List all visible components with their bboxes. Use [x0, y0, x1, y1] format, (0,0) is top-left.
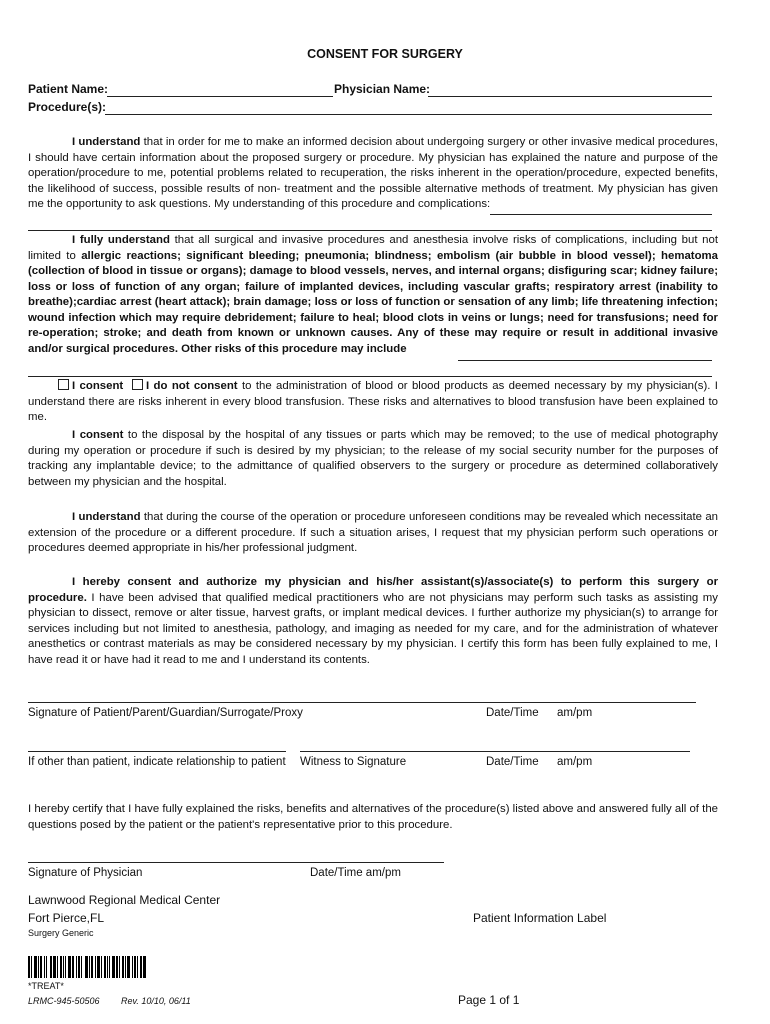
- physician-name-line[interactable]: [428, 96, 712, 97]
- risks-list: allergic reactions; significant bleeding; pneumonia; blindness; embolism (air bubble in blood vessel); hematoma (collection of blood in tissue or organs); damage to blood vessels, nerves, and internal organs; disfiguring scar; kidney failure; loss or loss of function of any organ; failure of implanted devices, including vascular grafts; respiratory arrest (inability to breathe);cardiac arrest (heart attack); brain damage; loss or loss of function or sensation of any limb; life threatening infection; wound infection which may require debridement; failure to heal; blood clots in veins or lungs; need for transfusions; need for re-operation; stroke; and death from known or unknown causes. Any of these may require or result in additional invasive and/or surgical procedures. Other risks of this procedure may include: [28, 249, 719, 355]
- understanding-line-2[interactable]: [28, 230, 712, 231]
- form-revision: Rev. 10/10, 06/11: [121, 996, 191, 1006]
- form-number: LRMC-945-50506: [28, 996, 100, 1006]
- other-risks-line-2[interactable]: [28, 376, 712, 377]
- authorize-paragraph: [28, 575, 718, 668]
- risks-paragraph: [28, 233, 718, 357]
- procedures-line[interactable]: [105, 114, 712, 115]
- physician-signature-line[interactable]: [28, 862, 444, 863]
- unforeseen-text: that during the course of the operation or procedure unforeseen conditions may be revealed which necessitate an extension of the procedure or a different procedure. If such a situation arises, I request that my physician perform such operations or procedures deemed appropriate in his/her professional judgment.: [28, 511, 718, 554]
- page-number: Page 1 of 1: [458, 993, 520, 1007]
- patient-name-label: Patient Name:: [28, 82, 109, 96]
- relationship-line[interactable]: [28, 751, 286, 752]
- unforeseen-lead: I understand: [72, 511, 141, 523]
- patient-signature-line[interactable]: [28, 702, 696, 703]
- witness-date-label: Date/Time: [486, 756, 539, 768]
- patient-ampm-label: am/pm: [557, 707, 593, 719]
- barcode-text: *TREAT*: [28, 981, 64, 991]
- blood-consent-text: to the administration of blood or blood products as deemed necessary by my physician(s). I understand there are risks inherent in every blood transfusion. These risks and alternatives to blood transfusion have been explained to me.: [28, 380, 718, 423]
- consent-label: I consent: [72, 380, 124, 392]
- witness-line[interactable]: [300, 751, 690, 752]
- witness-ampm-label: am/pm: [557, 756, 593, 768]
- physician-date-label: Date/Time am/pm: [310, 867, 401, 879]
- risks-text: that all surgical and invasive procedures and anesthesia involve risks of complications, including but not limited to: [28, 234, 718, 262]
- relationship-label: If other than patient, indicate relationship to patient: [28, 756, 286, 768]
- disposal-paragraph: [28, 428, 718, 490]
- patient-signature-label: Signature of Patient/Parent/Guardian/Surrogate/Proxy: [28, 707, 303, 719]
- understanding-line[interactable]: [490, 214, 712, 215]
- witness-label: Witness to Signature: [300, 756, 407, 768]
- other-risks-line[interactable]: [458, 360, 712, 361]
- physician-signature-label: Signature of Physician: [28, 867, 143, 879]
- form-title: CONSENT FOR SURGERY: [307, 47, 463, 61]
- not-consent-checkbox[interactable]: [132, 379, 143, 390]
- form-name: Surgery Generic: [28, 928, 94, 938]
- authorize-text: I have been advised that qualified medical practitioners who are not physicians may perform such tasks as assisting my physician to dissect, remove or alter tissue, harvest grafts, or implant medical devices. I further authorize my physician(s) to arrange for services including but not limited to anesthesia, pathology, and imaging as needed for my care, and for the administration of whatever anesthetics or contrast materials as may be considered necessary by my physician. I certify this form has been fully explained to me, I have read it or have had it read to me and I understand its contents.: [28, 591, 718, 666]
- disposal-lead: I consent: [72, 429, 124, 441]
- risks-lead: I fully understand: [72, 234, 170, 246]
- understand-text: that in order for me to make an informed decision about undergoing surgery or other invasive medical procedures, I should have certain information about the proposed surgery or procedure. My physician has explained the nature and purpose of the operation/procedure to me, potential problems related to recuperation, the risks inherent in the operation/procedure, expected benefits, the likelihood of success, possible results of non- treatment and the possible alternative methods of treatment. My physician has given me the opportunity to ask questions. My understanding of this procedure and complications:: [28, 136, 718, 210]
- hospital-name: Lawnwood Regional Medical Center: [28, 893, 221, 907]
- patient-date-label: Date/Time: [486, 707, 539, 719]
- hospital-city: Fort Pierce,FL: [28, 911, 105, 925]
- patient-name-line[interactable]: [107, 96, 333, 97]
- procedures-label: Procedure(s):: [28, 100, 107, 114]
- authorize-lead: I hereby consent and authorize my physician and his/her assistant(s)/associate(s) to perform this surgery or procedure.: [28, 576, 718, 604]
- understand-lead: I understand: [72, 136, 141, 148]
- disposal-text: to the disposal by the hospital of any tissues or parts which may be removed; to the use of medical photography during my operation or procedure if such is desired by my physician; to the release of my social security number for the purposes of tracking any implantable device; to the admittance of qualified observers to the surgery or procedure as determined collaboratively between my physician and the hospital.: [28, 429, 718, 488]
- physician-name-label: Physician Name:: [334, 82, 431, 96]
- understand-paragraph: [28, 135, 718, 213]
- not-consent-label: I do not consent: [145, 380, 238, 392]
- certify-paragraph: I hereby certify that I have fully explained the risks, benefits and alternatives of the procedure(s) listed above and answered fully all of the questions posed by the patient or the patient's representative prior to this procedure.: [28, 803, 718, 831]
- barcode: [28, 956, 168, 978]
- patient-label-area: Patient Information Label: [473, 911, 607, 925]
- unforeseen-paragraph: [28, 510, 718, 557]
- consent-checkbox[interactable]: [58, 379, 69, 390]
- blood-consent-paragraph: [28, 379, 718, 426]
